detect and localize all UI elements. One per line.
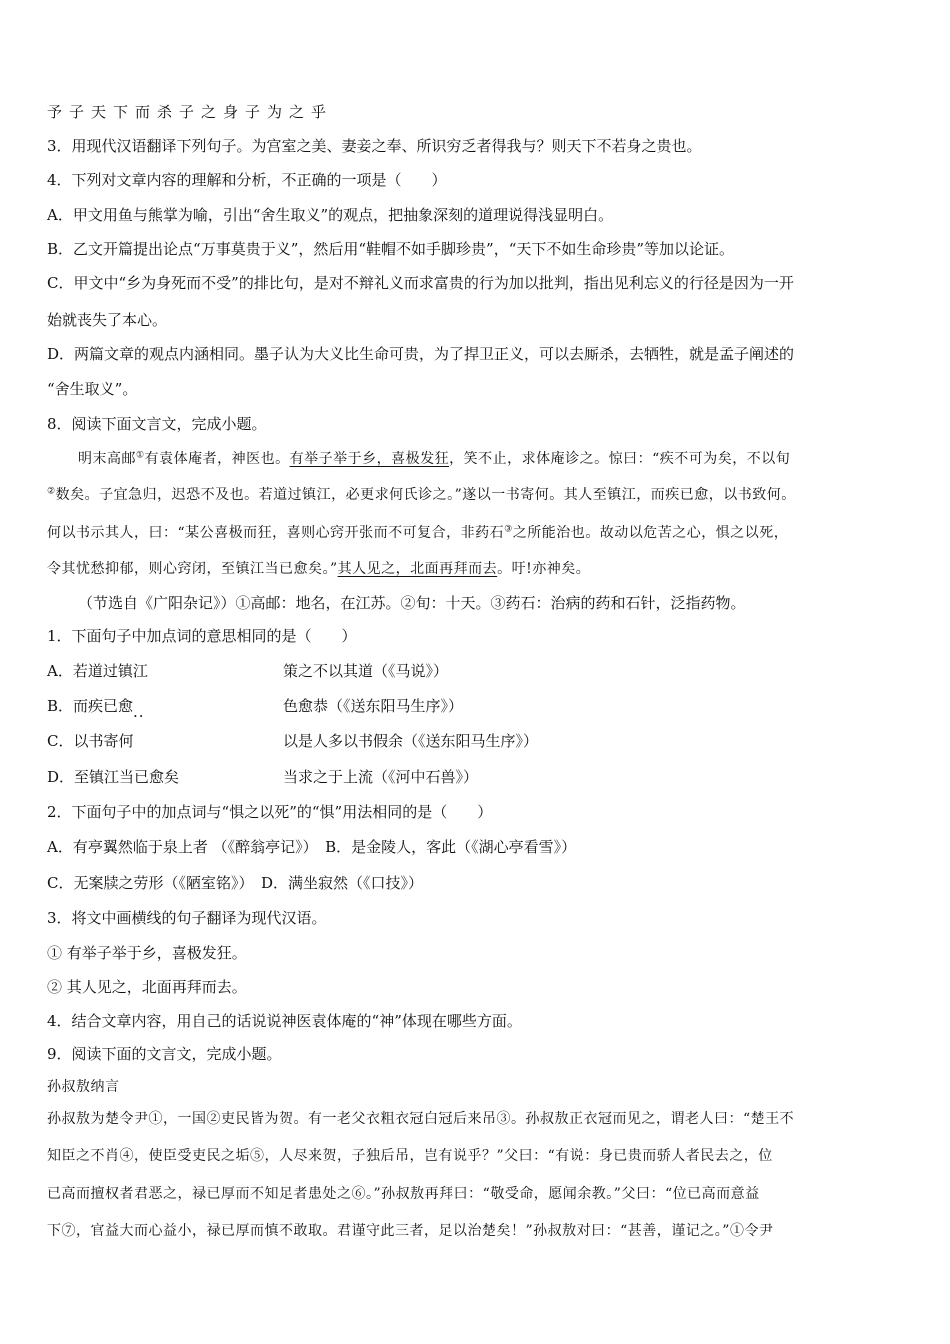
passage-text: 数矣。子宜急归，迟恐不及也。若道过镇江，必更求何氏诊之。”遂以一书寄何。其人至镇江，而疾已愈，以书致何。 [55,487,796,503]
subquestion-2-stem: 2．下面句子中的加点词与“惧之以死”的“惧”用法相同的是（ ） [47,803,493,821]
subquestion-1-option-c [47,731,133,751]
question-3-translate: 3．用现代汉语翻译下列句子。为宫室之美、妻妾之奉、所识穷乏者得我与？则天下不若身之贵也。 [47,137,702,155]
passage-line-3 [47,523,788,543]
question-9-title: 9．阅读下面的文言文，完成小题。 [47,1045,282,1063]
sequence-character: 予 [47,103,63,121]
subquestion-1-option-c-right: 以是人多以书假余（《送东阳马生序》） [283,732,539,750]
subquestion-1-option-b [47,696,147,721]
sequence-character: 子 [245,103,261,121]
subquestion-1-option-d-right: 当求之于上流（《河中石兽》） [283,768,479,786]
passage-text: ，笑不止，求体庵诊之。惊曰：“疾不可为矣，不以旬 [449,451,791,467]
sequence-character: 身 [223,103,239,121]
q9-passage-line-3: 已高而擅权者君恶之，禄已厚而不知足者患处之⑥。”孙叔敖再拜曰：“敬受命，愿闻余教。”父曰：“位已高而意益 [47,1186,760,1202]
question-4-option-d-line1: D．两篇文章的观点内涵相同。墨子认为大义比生命可贵，为了捍卫正义，可以去厮杀，去牺牲，就是孟子阐述的 [47,345,795,363]
underlined-sentence-1: 有举子举于乡，喜极发狂 [289,451,450,467]
subquestion-1-option-d [47,767,179,787]
question-8-title: 8．阅读下面文言文，完成小题。 [47,415,267,433]
footnote-marker: ① [136,450,145,461]
passage-line-1 [78,449,790,469]
sequence-character: 之 [201,103,217,121]
sequence-character: 之 [289,103,305,121]
subquestion-1-stem: 1．下面句子中加点词的意思相同的是（ ） [47,627,357,645]
footnote-marker: ③ [504,524,513,535]
option-left: C．以书寄何 [47,732,134,750]
passage-text: 明末高邮 [78,451,136,467]
source-note: （节选自《广阳杂记》）①高邮：地名，在江苏。②旬：十天。③药石：治病的药和石针，泛指药物。 [78,594,746,612]
sequence-character: 而 [135,103,151,121]
q9-passage-line-2: 知臣之不肖④，使臣受吏民之垢⑤，人尽来贺，子独后吊，岂有说乎？”父曰：“有说：身已贵而骄人者民去之，位 [47,1148,773,1164]
emphasis-dots: .. [133,703,145,721]
passage-text: 。吁!亦神矣。 [497,561,591,577]
footnote-marker: ② [47,486,56,497]
sequence-character: 杀 [157,103,173,121]
question-4-stem: 4．下列对文章内容的理解和分析，不正确的一项是（ ） [47,171,447,189]
subquestion-2-options-ab: A．有亭翼然临于泉上者 （《醉翁亭记》） B．是金陵人，客此（《湖心亭看雪》） [47,838,577,856]
question-4-option-d-line2: “舍生取义”。 [47,380,138,398]
character-sequence-line [47,102,333,122]
subquestion-3-item-1: ① 有举子举于乡，喜极发狂。 [47,944,247,962]
passage-text: 何以书示其人，曰：“某公喜极而狂，喜则心窍开张而不可复合，非药石 [47,525,505,541]
question-4-option-b: B．乙文开篇提出论点“万事莫贵于义”，然后用“鞋帽不如手脚珍贵”，“天下不如生命珍贵”等加以论证。 [47,240,735,258]
sequence-character: 下 [113,103,129,121]
subquestion-1-option-b-right: 色愈恭（《送东阳马生序》） [283,697,464,715]
passage-text: 令其忧愁抑郁，则心窍闭，至镇江当已愈矣。” [47,561,338,577]
sequence-character: 天 [91,103,107,121]
subquestion-2-options-cd: C．无案牍之劳形（《陋室铭》） D．满坐寂然（《口技》） [47,874,424,892]
question-4-option-a: A．甲文用鱼与熊掌为喻，引出“舍生取义”的观点，把抽象深刻的道理说得浅显明白。 [47,206,614,224]
passage-text: 有袁体庵者，神医也。 [144,451,290,467]
subquestion-1-option-a [47,661,148,681]
passage-line-2 [47,485,796,505]
subquestion-3-item-2: ② 其人见之，北面再拜而去。 [47,978,247,996]
question-4-option-c-line2: 始就丧失了本心。 [47,311,168,329]
q9-passage-line-4: 下⑦，官益大而心益小，禄已厚而慎不敢取。君谨守此三者，足以治楚矣！”孙叔敖对曰：“甚善，谨记之。”①令尹 [47,1223,774,1239]
passage-text: 之所能治也。故动以危苦之心，惧之以死， [512,525,789,541]
sequence-character: 子 [69,103,85,121]
passage-line-4 [47,559,590,579]
subquestion-3-stem: 3．将文中画横线的句子翻译为现代汉语。 [47,909,327,927]
sequence-character: 乎 [311,103,327,121]
sequence-character: 为 [267,103,283,121]
question-4-option-c-line1: C．甲文中“乡为身死而不受”的排比句，是对不辩礼义而求富贵的行为加以批判，指出见利忘义的行径是因为一开 [47,274,794,292]
subquestion-4-stem: 4．结合文章内容，用自己的话说说神医袁体庵的“神”体现在哪些方面。 [47,1012,522,1030]
q9-passage-line-1: 孙叔敖为楚令尹①，一国②吏民皆为贺。有一老父衣粗衣冠白冠后来吊③。孙叔敖正衣冠而见之，谓老人曰：“楚王不 [47,1111,795,1127]
option-left: B．而疾已愈 [47,697,134,715]
underlined-sentence-2: 其人见之，北面再拜而去 [337,561,498,577]
option-left: D．至镇江当已愈矣 [47,768,180,786]
option-left: A．若道过镇江 [47,662,148,680]
sequence-character: 子 [179,103,195,121]
passage-heading: 孙叔敖纳言 [47,1079,120,1095]
subquestion-1-option-a-right: 策之不以其道（《马说》） [283,662,449,680]
